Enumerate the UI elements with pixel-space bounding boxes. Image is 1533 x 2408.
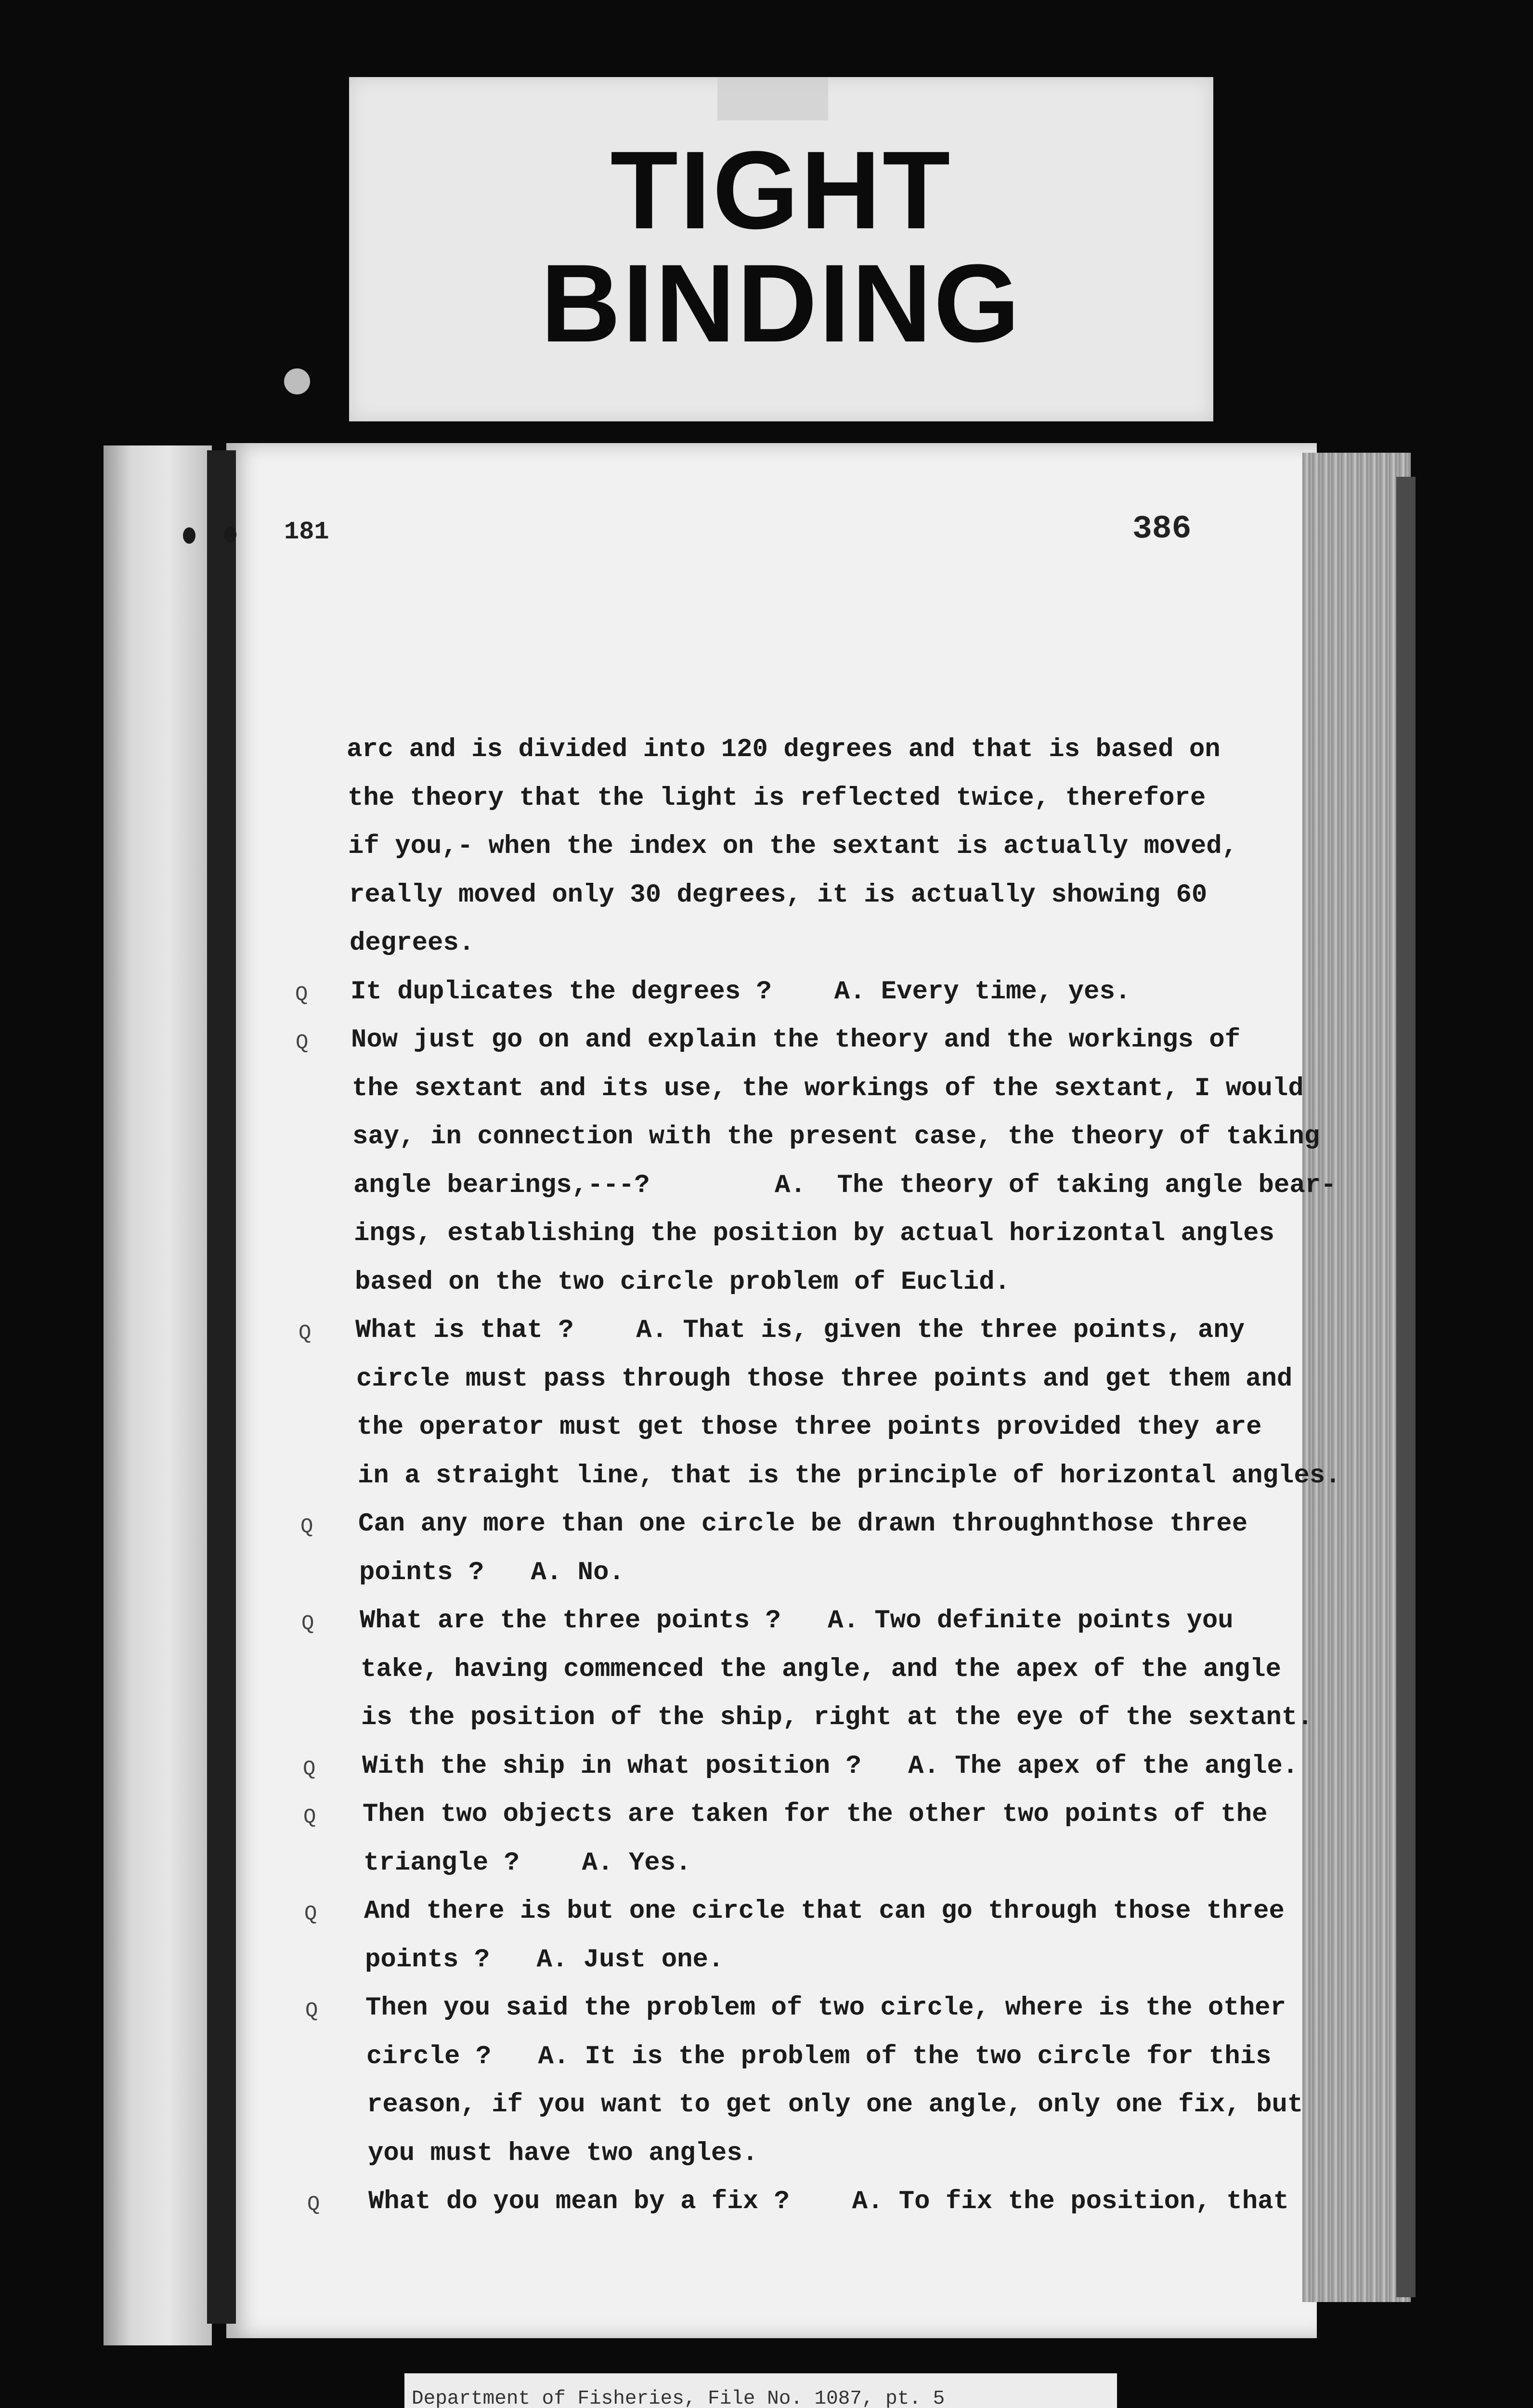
page-shadow xyxy=(1396,477,1416,2297)
text-line: reason, if you want to get only one angle, only one fix, but xyxy=(367,2090,1303,2120)
binding-dot xyxy=(183,527,195,544)
text-line: triangle ? A. Yes. xyxy=(364,1848,691,1878)
text-line: say, in connection with the present case, the theory of taking xyxy=(352,1122,1320,1152)
book-gutter xyxy=(207,450,236,2324)
text-line: the sextant and its use, the workings of the sextant, I would xyxy=(352,1074,1304,1103)
page-number-left: 181 xyxy=(284,518,329,546)
tape-strip xyxy=(717,77,828,120)
text-line: the operator must get those three points provided they are xyxy=(357,1413,1262,1442)
text-line: ings, establishing the position by actual horizontal angles xyxy=(354,1219,1274,1248)
text-line: circle ? A. It is the problem of the two circle for this xyxy=(366,2042,1272,2071)
question-marker: Q xyxy=(303,1757,316,1781)
text-line: Now just go on and explain the theory and the workings of xyxy=(351,1025,1241,1055)
text-line: With the ship in what position ? A. The apex of the angle. xyxy=(362,1752,1299,1781)
text-line: arc and is divided into 120 degrees and that is based on xyxy=(347,735,1221,764)
page-stack-edges xyxy=(1302,453,1411,2302)
text-line: Then two objects are taken for the other two points of the xyxy=(363,1800,1268,1829)
text-line: circle must pass through those three points and get them and xyxy=(356,1364,1293,1394)
text-line: degrees. xyxy=(350,929,475,958)
tight-binding-line2: BINDING xyxy=(540,241,1022,365)
page-number-right: 386 xyxy=(1132,510,1192,548)
text-line: What is that ? A. That is, given the three points, any xyxy=(355,1316,1245,1345)
question-marker: Q xyxy=(303,1806,316,1830)
text-line: What do you mean by a fix ? A. To fix the position, that xyxy=(368,2187,1289,2216)
text-line: angle bearings,---? A. The theory of taking angle bear- xyxy=(353,1171,1337,1200)
question-marker: Q xyxy=(304,1902,317,1926)
text-line: What are the three points ? A. Two definite points you xyxy=(360,1606,1234,1636)
text-line: if you,- when the index on the sextant is actually moved, xyxy=(348,832,1238,861)
question-marker: Q xyxy=(299,1322,312,1346)
question-marker: Q xyxy=(305,1999,318,2023)
text-line: Can any more than one circle be drawn throughnthose three xyxy=(358,1509,1248,1539)
binding-dot xyxy=(224,526,236,543)
text-line: you must have two angles. xyxy=(368,2139,758,2168)
text-line: the theory that the light is reflected twice, therefore xyxy=(348,784,1206,813)
left-page-edge xyxy=(104,445,212,2345)
question-marker: Q xyxy=(300,1515,313,1539)
text-line: It duplicates the degrees ? A. Every time, yes. xyxy=(351,977,1131,1007)
text-line: is the position of the ship, right at the eye of the sextant. xyxy=(361,1703,1313,1732)
question-marker: Q xyxy=(295,983,308,1007)
text-line: And there is but one circle that can go through those three xyxy=(364,1897,1285,1926)
question-marker: Q xyxy=(307,2193,320,2217)
question-marker: Q xyxy=(301,1612,314,1636)
text-line: really moved only 30 degrees, it is actually showing 60 xyxy=(349,880,1208,910)
text-line: points ? A. Just one. xyxy=(365,1945,724,1975)
text-line: based on the two circle problem of Euclid. xyxy=(355,1268,1011,1297)
tight-binding-card xyxy=(349,77,1213,421)
text-line: take, having commenced the angle, and the apex of the angle xyxy=(361,1655,1281,1684)
file-label: Department of Fisheries, File No. 1087, pt. 5 xyxy=(412,2388,945,2408)
text-line: Then you said the problem of two circle, where is the other xyxy=(365,1993,1286,2023)
text-line: points ? A. No. xyxy=(359,1558,624,1587)
punch-hole xyxy=(284,368,310,394)
tight-binding-line1: TIGHT xyxy=(610,128,952,252)
text-line: in a straight line, that is the principle of horizontal angles. xyxy=(358,1461,1341,1491)
question-marker: Q xyxy=(296,1031,309,1055)
